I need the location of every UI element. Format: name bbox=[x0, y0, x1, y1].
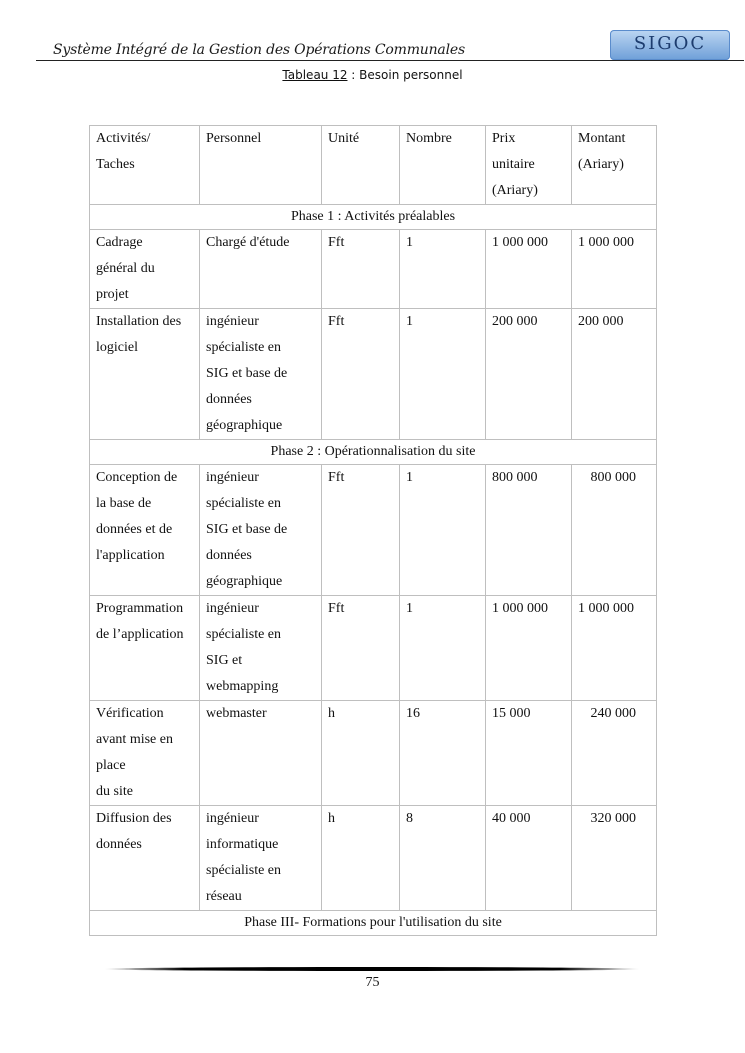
cell-unite: h bbox=[322, 701, 400, 806]
personnel-line: géographique bbox=[206, 574, 283, 589]
sigoc-logo: SIGOC bbox=[610, 30, 730, 60]
cell-activite bbox=[90, 701, 200, 806]
header-prix-line: (Ariary) bbox=[492, 183, 538, 198]
activite-line: Installation des bbox=[96, 314, 182, 329]
personnel-line: spécialiste en bbox=[206, 340, 282, 355]
table-header-row bbox=[90, 126, 657, 205]
header-nombre: Nombre bbox=[400, 126, 486, 205]
personnel-line: ingénieur bbox=[206, 470, 259, 485]
header-montant bbox=[572, 126, 657, 205]
caption-text: : Besoin personnel bbox=[347, 68, 463, 82]
cell-prix: 15 000 bbox=[486, 701, 572, 806]
phase-3-label: Phase III- Formations pour l'utilisation du site bbox=[90, 911, 657, 936]
activite-line: du site bbox=[96, 784, 133, 799]
cell-nombre: 8 bbox=[400, 806, 486, 911]
cell-personnel bbox=[200, 701, 322, 806]
personnel-line: informatique bbox=[206, 837, 279, 852]
page-number: 75 bbox=[365, 975, 380, 990]
footer-rule bbox=[104, 967, 640, 971]
cell-prix: 1 000 000 bbox=[486, 230, 572, 309]
personnel-line: géographique bbox=[206, 418, 283, 433]
cell-montant: 1 000 000 bbox=[572, 230, 657, 309]
activite-line: Diffusion des bbox=[96, 811, 172, 826]
activite-line: Vérification bbox=[96, 706, 164, 721]
cell-activite bbox=[90, 465, 200, 596]
personnel-line: spécialiste en bbox=[206, 627, 282, 642]
cell-unite: h bbox=[322, 806, 400, 911]
activite-line: Programmation bbox=[96, 601, 184, 616]
activite-line: de l’application bbox=[96, 627, 184, 642]
cell-unite: Fft bbox=[322, 230, 400, 309]
activite-line: données bbox=[96, 837, 142, 852]
header-activites-line: Activités/ bbox=[96, 131, 151, 146]
header-personnel: Personnel bbox=[200, 126, 322, 205]
cell-prix: 40 000 bbox=[486, 806, 572, 911]
personnel-line: webmaster bbox=[206, 706, 267, 721]
header-montant-line: Montant bbox=[578, 131, 626, 146]
phase-row bbox=[90, 440, 657, 465]
cell-nombre: 16 bbox=[400, 701, 486, 806]
cell-montant: 200 000 bbox=[572, 309, 657, 440]
activite-line: la base de bbox=[96, 496, 152, 511]
table-row bbox=[90, 806, 657, 911]
cell-unite: Fft bbox=[322, 309, 400, 440]
personnel-line: SIG et base de bbox=[206, 366, 288, 381]
table-row bbox=[90, 465, 657, 596]
cell-nombre: 1 bbox=[400, 230, 486, 309]
personnel-line: SIG et bbox=[206, 653, 243, 668]
cell-montant: 800 000 bbox=[572, 465, 657, 596]
cell-activite bbox=[90, 596, 200, 701]
activite-line: Conception de bbox=[96, 470, 178, 485]
cell-personnel bbox=[200, 806, 322, 911]
personnel-line: spécialiste en bbox=[206, 496, 282, 511]
personnel-line: spécialiste en bbox=[206, 863, 282, 878]
cell-unite: Fft bbox=[322, 465, 400, 596]
activite-line: place bbox=[96, 758, 126, 773]
header-activites bbox=[90, 126, 200, 205]
table-caption bbox=[0, 68, 745, 82]
activite-line: avant mise en bbox=[96, 732, 173, 747]
cell-montant: 1 000 000 bbox=[572, 596, 657, 701]
phase-2-label: Phase 2 : Opérationnalisation du site bbox=[90, 440, 657, 465]
cell-prix: 800 000 bbox=[486, 465, 572, 596]
personnel-line: ingénieur bbox=[206, 314, 259, 329]
cell-personnel bbox=[200, 465, 322, 596]
activite-line: logiciel bbox=[96, 340, 138, 355]
personnel-line: données bbox=[206, 392, 252, 407]
activite-line: données et de bbox=[96, 522, 173, 537]
cell-activite bbox=[90, 309, 200, 440]
cell-personnel bbox=[200, 596, 322, 701]
cell-nombre: 1 bbox=[400, 465, 486, 596]
phase-1-label: Phase 1 : Activités préalables bbox=[90, 205, 657, 230]
table-row bbox=[90, 701, 657, 806]
phase-row bbox=[90, 205, 657, 230]
header-unite: Unité bbox=[322, 126, 400, 205]
header-prix-line: unitaire bbox=[492, 157, 535, 172]
table-row bbox=[90, 230, 657, 309]
header-prix bbox=[486, 126, 572, 205]
personnel-line: webmapping bbox=[206, 679, 279, 694]
personnel-line: Chargé d'étude bbox=[206, 235, 290, 250]
activite-line: projet bbox=[96, 287, 129, 302]
activite-line: l'application bbox=[96, 548, 165, 563]
personnel-line: réseau bbox=[206, 889, 242, 904]
document-header-title: Système Intégré de la Gestion des Opérations Communales bbox=[53, 42, 465, 58]
header-prix-line: Prix bbox=[492, 131, 516, 146]
cell-montant: 320 000 bbox=[572, 806, 657, 911]
header-montant-line: (Ariary) bbox=[578, 157, 624, 172]
cell-personnel bbox=[200, 309, 322, 440]
header-activites-line: Taches bbox=[96, 157, 135, 172]
cell-nombre: 1 bbox=[400, 596, 486, 701]
cell-montant: 240 000 bbox=[572, 701, 657, 806]
cell-nombre: 1 bbox=[400, 309, 486, 440]
caption-label: Tableau 12 bbox=[282, 68, 348, 82]
activite-line: Cadrage bbox=[96, 235, 143, 250]
personnel-needs-table bbox=[89, 125, 657, 936]
table-row bbox=[90, 309, 657, 440]
table-row bbox=[90, 596, 657, 701]
cell-unite: Fft bbox=[322, 596, 400, 701]
phase-row bbox=[90, 911, 657, 936]
cell-prix: 200 000 bbox=[486, 309, 572, 440]
cell-activite bbox=[90, 806, 200, 911]
personnel-line: ingénieur bbox=[206, 811, 259, 826]
cell-prix: 1 000 000 bbox=[486, 596, 572, 701]
cell-activite bbox=[90, 230, 200, 309]
activite-line: général du bbox=[96, 261, 155, 276]
personnel-line: ingénieur bbox=[206, 601, 259, 616]
personnel-line: SIG et base de bbox=[206, 522, 288, 537]
cell-personnel bbox=[200, 230, 322, 309]
personnel-line: données bbox=[206, 548, 252, 563]
header-rule bbox=[36, 60, 744, 61]
